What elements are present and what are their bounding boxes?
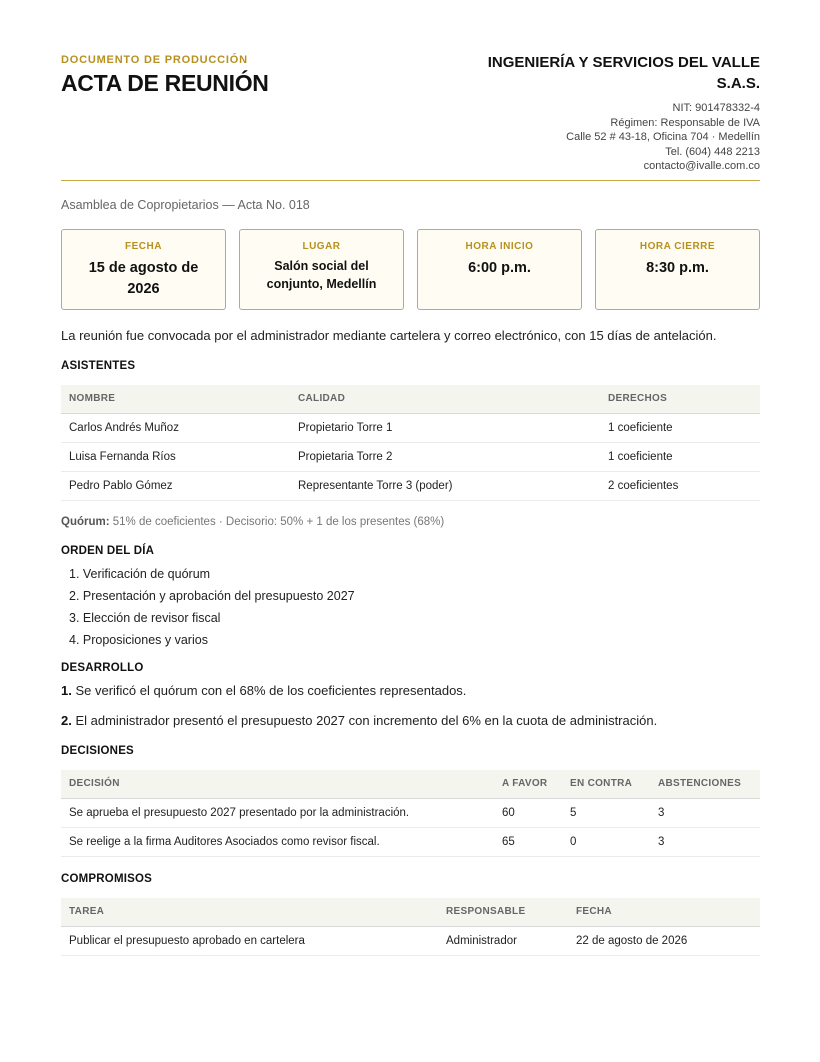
table-row	[61, 442, 760, 471]
development-number: 2.	[61, 713, 72, 728]
development-text: El administrador presentó el presupuesto 2027 con incremento del 6% en la cuota de administración.	[75, 713, 658, 728]
attendee-role: Propietario Torre 1	[290, 413, 600, 442]
votes-for: 60	[494, 798, 562, 827]
company-address: Calle 52 # 43-18, Oficina 704 · Medellín	[566, 131, 760, 144]
agenda-list	[69, 563, 355, 651]
task-owner: Administrador	[438, 926, 568, 955]
decision-text: Se aprueba el presupuesto 2027 presentado por la administración.	[61, 798, 494, 827]
column-header: NOMBRE	[61, 385, 290, 413]
card-value: Salón social del conjunto, Medellín	[266, 259, 377, 291]
column-header: TAREA	[61, 898, 438, 926]
decisions-table	[61, 770, 760, 857]
company-nit: NIT: 901478332-4	[672, 102, 760, 114]
votes-against: 0	[562, 827, 650, 856]
attendee-rights: 1 coeficiente	[600, 442, 760, 471]
column-header: DERECHOS	[600, 385, 760, 413]
column-header: RESPONSABLE	[438, 898, 568, 926]
development-item	[61, 713, 657, 728]
decision-text: Se reelige a la firma Auditores Asociados como revisor fiscal.	[61, 827, 494, 856]
card-hora-cierre	[595, 229, 760, 310]
document-title: ACTA DE REUNIÓN	[61, 70, 269, 96]
list-item: 1. Verificación de quórum	[69, 567, 211, 581]
attendee-name: Luisa Fernanda Ríos	[61, 442, 290, 471]
attendee-role: Representante Torre 3 (poder)	[290, 471, 600, 500]
attendee-rights: 2 coeficientes	[600, 471, 760, 500]
quorum-label: Quórum:	[61, 516, 110, 528]
column-header: DECISIÓN	[61, 770, 494, 798]
meeting-subtitle: Asamblea de Copropietarios — Acta No. 018	[61, 198, 310, 212]
list-item: 3. Elección de revisor fiscal	[69, 611, 221, 625]
votes-for: 65	[494, 827, 562, 856]
company-block	[470, 52, 760, 174]
section-title-compromisos: COMPROMISOS	[61, 873, 153, 885]
quorum-line	[61, 516, 444, 528]
development-item	[61, 683, 466, 698]
table-row	[61, 827, 760, 856]
card-lugar	[239, 229, 404, 310]
document-header	[61, 0, 760, 181]
company-details	[470, 101, 760, 174]
table-row	[61, 798, 760, 827]
table-row	[61, 471, 760, 500]
document-kicker: DOCUMENTO DE PRODUCCIÓN	[61, 54, 248, 66]
task-date: 22 de agosto de 2026	[568, 926, 760, 955]
column-header: EN CONTRA	[562, 770, 650, 798]
table-header-row	[61, 898, 760, 926]
column-header: FECHA	[568, 898, 760, 926]
card-fecha	[61, 229, 226, 310]
meeting-info-cards	[61, 229, 760, 311]
attendee-name: Pedro Pablo Gómez	[61, 471, 290, 500]
company-name: INGENIERÍA Y SERVICIOS DEL VALLE S.A.S.	[487, 54, 760, 92]
column-header: A FAVOR	[494, 770, 562, 798]
card-hora-inicio	[417, 229, 582, 310]
section-title-asistentes: ASISTENTES	[61, 360, 136, 372]
table-row	[61, 413, 760, 442]
company-regimen: Régimen: Responsable de IVA	[610, 116, 760, 129]
card-value: 6:00 p.m.	[468, 260, 531, 276]
table-row	[61, 926, 760, 955]
column-header: CALIDAD	[290, 385, 600, 413]
attendee-rights: 1 coeficiente	[600, 413, 760, 442]
company-email: contacto@ivalle.com.co	[643, 160, 760, 173]
section-title-desarrollo: DESARROLLO	[61, 662, 144, 674]
card-label: FECHA	[125, 241, 162, 252]
document-page	[61, 0, 760, 947]
card-label: LUGAR	[302, 241, 341, 252]
list-item: 2. Presentación y aprobación del presupuesto 2027	[69, 589, 355, 603]
card-value: 15 de agosto de 2026	[88, 260, 199, 297]
development-number: 1.	[61, 683, 72, 698]
card-value: 8:30 p.m.	[646, 260, 709, 276]
attendees-table	[61, 385, 760, 501]
votes-abstain: 3	[650, 827, 760, 856]
task-text: Publicar el presupuesto aprobado en cartelera	[61, 926, 438, 955]
card-label: HORA INICIO	[465, 241, 534, 252]
table-header-row	[61, 385, 760, 413]
attendee-name: Carlos Andrés Muñoz	[61, 413, 290, 442]
votes-against: 5	[562, 798, 650, 827]
card-label: HORA CIERRE	[639, 241, 716, 252]
votes-abstain: 3	[650, 798, 760, 827]
development-text: Se verificó el quórum con el 68% de los coeficientes representados.	[75, 683, 467, 698]
list-item: 4. Proposiciones y varios	[69, 633, 208, 647]
commitments-table	[61, 898, 760, 956]
attendee-role: Propietaria Torre 2	[290, 442, 600, 471]
column-header: ABSTENCIONES	[650, 770, 760, 798]
company-phone: Tel. (604) 448 2213	[665, 145, 760, 158]
quorum-text: 51% de coeficientes · Decisorio: 50% + 1 de los presentes (68%)	[112, 516, 445, 528]
section-title-decisiones: DECISIONES	[61, 745, 134, 757]
section-title-orden: ORDEN DEL DÍA	[61, 545, 155, 557]
table-header-row	[61, 770, 760, 798]
intro-paragraph: La reunión fue convocada por el administrador mediante cartelera y correo electrónico, con 15 días de antelación.	[61, 328, 717, 343]
